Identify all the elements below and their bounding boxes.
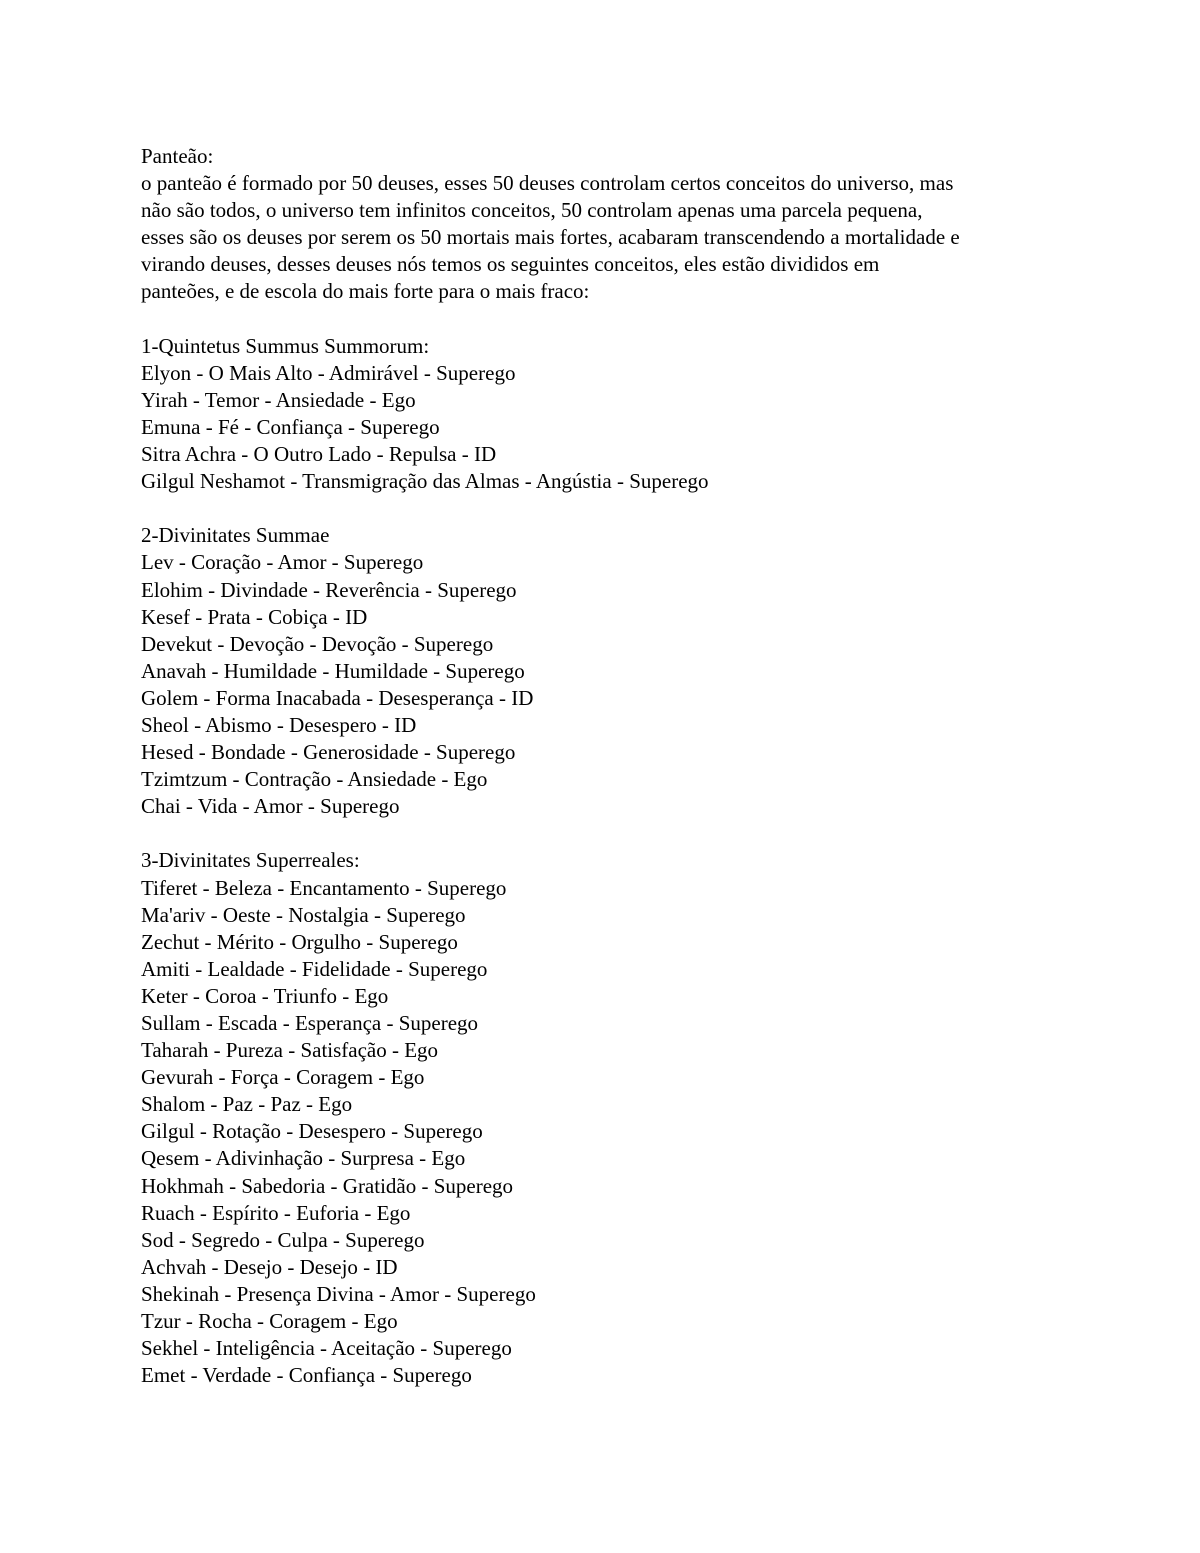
list-item: Chai - Vida - Amor - Superego	[141, 794, 400, 819]
list-item: Ruach - Espírito - Euforia - Ego	[141, 1200, 411, 1225]
intro-line: não são todos, o universo tem infinitos conceitos, 50 controlam apenas uma parcela pequena,	[141, 198, 923, 223]
list-item: Sod - Segredo - Culpa - Superego	[141, 1227, 425, 1252]
list-item: Qesem - Adivinhação - Surpresa - Ego	[141, 1146, 466, 1171]
list-item: Emuna - Fé - Confiança - Superego	[141, 414, 440, 439]
list-item: Hesed - Bondade - Generosidade - Superego	[141, 740, 516, 765]
document-heading: Panteão:	[141, 144, 214, 168]
list-item: Gilgul - Rotação - Desespero - Superego	[141, 1119, 483, 1144]
list-item: Shekinah - Presença Divina - Amor - Superego	[141, 1281, 536, 1306]
section-title: 3-Divinitates Superreales:	[141, 848, 360, 873]
list-item: Tzimtzum - Contração - Ansiedade - Ego	[141, 767, 488, 792]
list-item: Sheol - Abismo - Desespero - ID	[141, 712, 417, 737]
list-item: Hokhmah - Sabedoria - Gratidão - Superego	[141, 1173, 514, 1198]
list-item: Gevurah - Força - Coragem - Ego	[141, 1065, 425, 1090]
list-item: Yirah - Temor - Ansiedade - Ego	[141, 387, 416, 412]
list-item: Achvah - Desejo - Desejo - ID	[141, 1254, 398, 1279]
list-item: Sitra Achra - O Outro Lado - Repulsa - ID	[141, 442, 497, 467]
section-title: 1-Quintetus Summus Summorum:	[141, 333, 430, 358]
list-item: Emet - Verdade - Confiança - Superego	[141, 1363, 472, 1388]
list-item: Golem - Forma Inacabada - Desesperança - ID	[141, 685, 534, 710]
deity-list	[141, 875, 1081, 1390]
section-title: 2-Divinitates Summae	[141, 523, 330, 548]
pantheon-sections	[141, 333, 1081, 1390]
list-item: Gilgul Neshamot - Transmigração das Almas - Angústia - Superego	[141, 469, 709, 494]
list-item: Shalom - Paz - Paz - Ego	[141, 1092, 353, 1117]
list-item: Taharah - Pureza - Satisfação - Ego	[141, 1038, 439, 1063]
list-item: Zechut - Mérito - Orgulho - Superego	[141, 929, 458, 954]
intro-line: esses são os deuses por serem os 50 mortais mais fortes, acabaram transcendendo a mortalidade e	[141, 225, 960, 250]
intro-line: panteões, e de escola do mais forte para o mais fraco:	[141, 279, 590, 304]
list-item: Tzur - Rocha - Coragem - Ego	[141, 1309, 398, 1334]
list-item: Kesef - Prata - Cobiça - ID	[141, 604, 368, 629]
list-item: Elohim - Divindade - Reverência - Superego	[141, 577, 517, 602]
deity-list	[141, 360, 1081, 495]
list-item: Lev - Coração - Amor - Superego	[141, 550, 424, 575]
list-item: Anavah - Humildade - Humildade - Superego	[141, 658, 525, 683]
list-item: Devekut - Devoção - Devoção - Superego	[141, 631, 494, 656]
pantheon-section	[141, 847, 1081, 1389]
list-item: Amiti - Lealdade - Fidelidade - Superego	[141, 956, 488, 981]
intro-line: virando deuses, desses deuses nós temos os seguintes conceitos, eles estão divididos em	[141, 252, 880, 277]
pantheon-section	[141, 333, 1081, 496]
list-item: Tiferet - Beleza - Encantamento - Superego	[141, 875, 507, 900]
list-item: Sullam - Escada - Esperança - Superego	[141, 1011, 479, 1035]
list-item: Keter - Coroa - Triunfo - Ego	[141, 983, 389, 1008]
document-body	[141, 143, 1081, 1389]
pantheon-section	[141, 522, 1081, 820]
deity-list	[141, 549, 1081, 820]
list-item: Elyon - O Mais Alto - Admirável - Superego	[141, 360, 516, 385]
list-item: Ma'ariv - Oeste - Nostalgia - Superego	[141, 902, 466, 927]
intro-paragraph	[141, 170, 1081, 305]
list-item: Sekhel - Inteligência - Aceitação - Superego	[141, 1336, 512, 1361]
intro-line: o panteão é formado por 50 deuses, esses 50 deuses controlam certos conceitos do universo, mas	[141, 171, 954, 196]
